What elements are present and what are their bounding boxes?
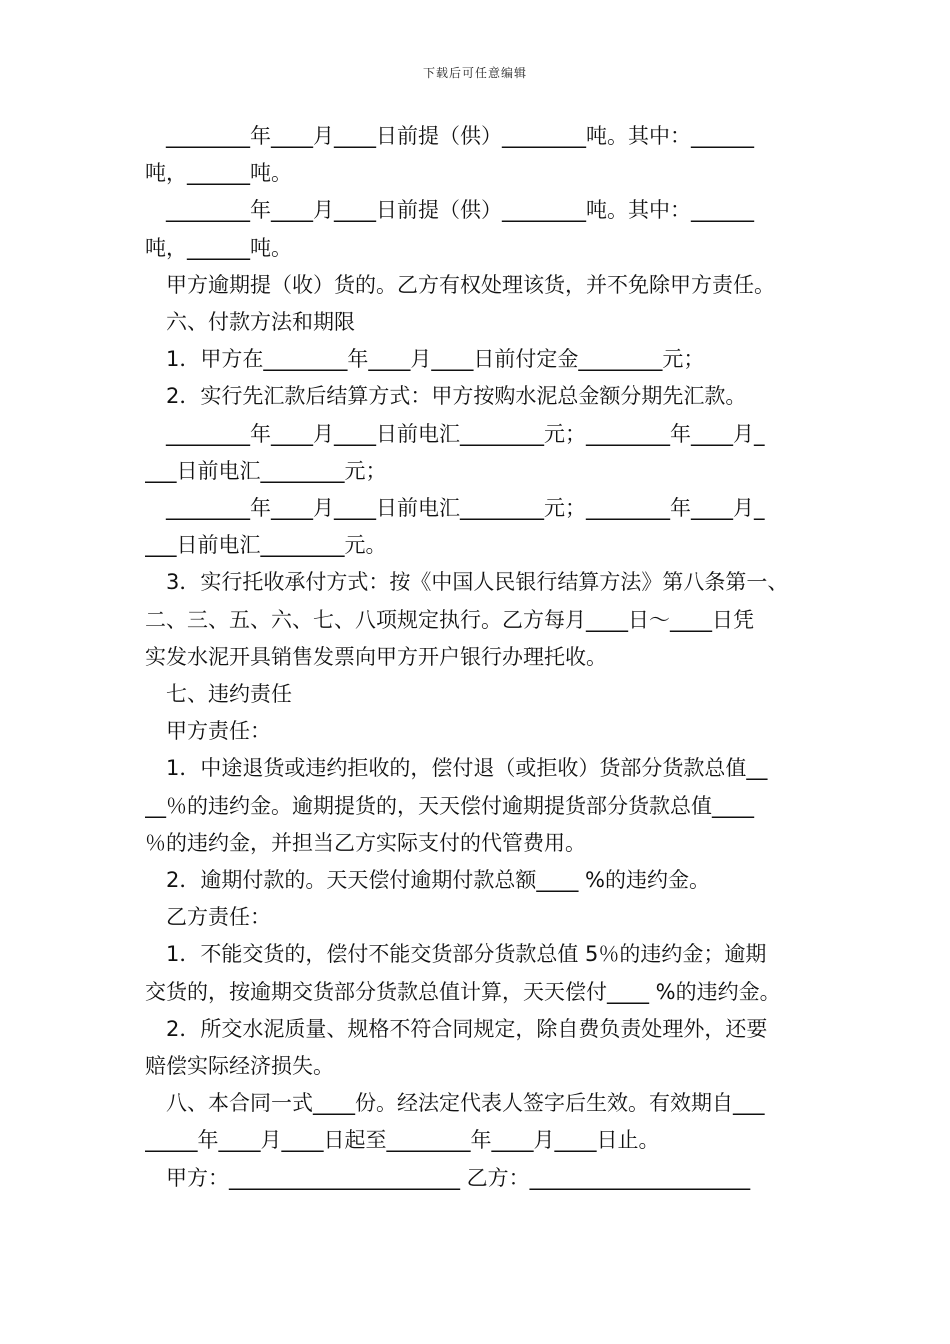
document-line: 吨，______吨。 <box>145 235 292 260</box>
document-line: ________年____月____日前电汇________元；________年____月_ <box>166 421 765 446</box>
document-line: ________年____月____日前电汇________元；________年____月_ <box>166 496 765 521</box>
document-line: 1．甲方在________年____月____日前付定金________元； <box>166 347 705 372</box>
document-line: 实发水泥开具销售发票向甲方开户银行办理托收。 <box>145 644 607 669</box>
document-line: 交货的，按逾期交货部分货款总值计算，天天偿付____ %的违约金。 <box>145 979 781 1004</box>
document-line: 2．逾期付款的。天天偿付逾期付款总额____ %的违约金。 <box>166 868 710 893</box>
document-line: ________年____月____日前提（供）________吨。其中：______ <box>166 198 754 223</box>
document-line: 七、违约责任 <box>166 682 292 707</box>
document-line: 乙方责任： <box>166 905 271 930</box>
document-line: ___日前电汇________元； <box>145 458 387 483</box>
document-line: 吨，______吨。 <box>145 161 292 186</box>
document-line: 1．中途退货或违约拒收的，偿付退（或拒收）货部分货款总值__ <box>166 756 768 781</box>
document-line: ％的违约金，并担当乙方实际支付的代管费用。 <box>145 830 586 855</box>
document-line: ___日前电汇________元。 <box>145 533 387 558</box>
document-body <box>145 118 815 1197</box>
document-line: _____年____月____日起至________年____月____日止。 <box>145 1128 660 1153</box>
document-line: 2．所交水泥质量、规格不符合同规定，除自费负责处理外，还要 <box>166 1016 768 1041</box>
document-line: 2．实行先汇款后结算方式：甲方按购水泥总金额分期先汇款。 <box>166 384 747 409</box>
document-line: 甲方：______________________ 乙方：_____________________ <box>166 1165 751 1190</box>
page-header: 下载后可任意编辑 <box>422 66 527 80</box>
document-line: ________年____月____日前提（供）________吨。其中：______ <box>166 124 754 148</box>
document-line: 八、本合同一式____份。经法定代表人签字后生效。有效期自___ <box>166 1091 765 1116</box>
document-line: 甲方责任： <box>166 719 271 744</box>
document-line: 赔偿实际经济损失。 <box>145 1054 334 1079</box>
document-line: __％的违约金。逾期提货的，天天偿付逾期提货部分货款总值____ <box>145 793 754 818</box>
document-line: 1．不能交货的，偿付不能交货部分货款总值 5％的违约金；逾期 <box>166 942 767 967</box>
document-line: 六、付款方法和期限 <box>166 310 355 335</box>
document-line: 二、三、五、六、七、八项规定执行。乙方每月____日～____日凭 <box>145 607 754 632</box>
document-line: 3．实行托收承付方式：按《中国人民银行结算方法》第八条第一、 <box>166 570 789 595</box>
document-line: 甲方逾期提（收）货的。乙方有权处理该货，并不免除甲方责任。 <box>166 272 775 297</box>
